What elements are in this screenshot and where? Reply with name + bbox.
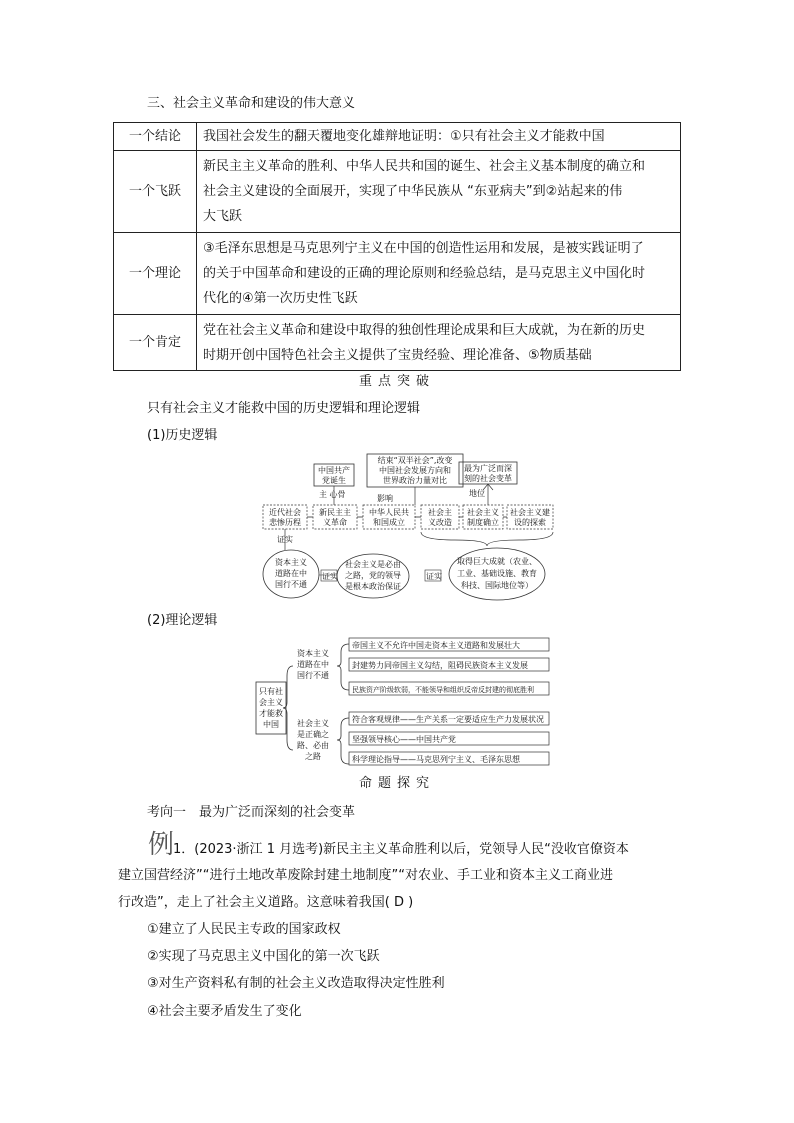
option-item: ②实现了马克思主义中国化的第一次飞跃 bbox=[147, 949, 380, 964]
row-content bbox=[197, 233, 681, 315]
row-content bbox=[197, 123, 681, 151]
option-item: ③对生产资料私有制的社会主义改造取得决定性胜利 bbox=[147, 976, 445, 991]
row-line: 我国社会发生的翻天覆地变化雄辩地证明：①只有社会主义才能救中国 bbox=[203, 129, 605, 144]
ellipse-text: 社会主义是必由 bbox=[345, 560, 401, 569]
chain-text: 设的探索 bbox=[514, 518, 546, 527]
leaf-text: 封建势力同帝国主义勾结，阻碍民族资本主义发展 bbox=[352, 661, 528, 670]
chain-text: 制度确立 bbox=[467, 518, 499, 527]
significance-table bbox=[113, 122, 681, 371]
branch-text: 社会主义 bbox=[297, 719, 329, 728]
label-prove-1: 证实 bbox=[277, 535, 293, 544]
row-key: 一个肯定 bbox=[114, 315, 197, 371]
label-status: 地位 bbox=[469, 489, 485, 498]
branch-text: 道路在中 bbox=[297, 660, 329, 669]
ellipse-text: 取得巨大成就（农业、 bbox=[457, 557, 537, 566]
branch-text: 国行不通 bbox=[297, 671, 329, 680]
leaf-text: 科学理论指导——马克思列宁主义、毛泽东思想 bbox=[352, 755, 520, 764]
option-item: ④社会主要矛盾发生了变化 bbox=[147, 1004, 302, 1019]
table-row bbox=[114, 151, 681, 233]
top-center-line: 结束“双半社会”,改变 bbox=[377, 456, 453, 465]
top-center-line: 世界政治力量对比 bbox=[383, 476, 447, 485]
option-item: ①建立了人民民主专政的国家政权 bbox=[147, 922, 341, 937]
label-prove-3: 证实 bbox=[426, 572, 442, 581]
root-text: 会主义 bbox=[259, 698, 283, 707]
row-line: 的关于中国革命和建设的正确的理论原则和经验总结，是马克思主义中国化时 bbox=[203, 266, 646, 281]
question-line: 建立国营经济”“进行土地改革废除封建土地制度”“对农业、手工业和资本主义工商业进 bbox=[118, 868, 613, 883]
ellipse-text: 科技、国际地位等） bbox=[461, 581, 533, 590]
history-logic-label: (1)历史逻辑 bbox=[147, 428, 218, 443]
table-row bbox=[114, 315, 681, 371]
root-text: 中国 bbox=[263, 720, 279, 729]
ellipse-text: 是根本政治保证 bbox=[345, 582, 401, 591]
direction-title: 考向一 最为广泛而深刻的社会变革 bbox=[147, 805, 356, 820]
label-main-line: 主 心骨 bbox=[319, 490, 346, 499]
theory-logic-label: (2)理论逻辑 bbox=[147, 613, 218, 628]
ellipse-text: 道路在中 bbox=[275, 569, 307, 578]
table-row bbox=[114, 123, 681, 151]
row-line: 代化的④第一次历史性飞跃 bbox=[203, 291, 358, 306]
label-influence: 影响 bbox=[377, 494, 393, 503]
key-points-heading: 重点突破 bbox=[358, 374, 435, 389]
leaf-text: 民族资产阶级软弱，不能领导和组织反帝反封建的彻底胜利 bbox=[352, 686, 534, 694]
chain-text: 悲惨历程 bbox=[269, 518, 301, 527]
chain-text: 社会主义 bbox=[467, 508, 499, 517]
label-prove-2: 证实 bbox=[322, 572, 338, 581]
chain-text: 中华人民共 bbox=[369, 508, 409, 517]
chain-text: 社会主义建 bbox=[510, 508, 550, 517]
row-line: ③毛泽东思想是马克思列宁主义在中国的创造性运用和发展，是被实践证明了 bbox=[203, 241, 644, 256]
top-center-line: 中国社会发展方向和 bbox=[379, 466, 451, 475]
chain-text: 和国成立 bbox=[373, 518, 405, 527]
example-badge: 例 bbox=[148, 830, 175, 860]
top-left-line: 党诞生 bbox=[322, 476, 346, 485]
row-line: 时期开创中国特色社会主义提供了宝贵经验、理论准备、⑤物质基础 bbox=[203, 347, 592, 363]
leaf-text: 帝国主义不允许中国走资本主义道路和发展壮大 bbox=[352, 641, 520, 650]
theory-logic-diagram bbox=[255, 636, 555, 770]
root-text: 只有社 bbox=[259, 687, 283, 696]
chain-text: 新民主主 bbox=[319, 508, 351, 517]
row-line: 党在社会主义革命和建设中取得的独创性理论成果和巨大成就，为在新的历史 bbox=[203, 322, 646, 338]
row-line: 新民主主义革命的胜利、中华人民共和国的诞生、社会主义基本制度的确立和 bbox=[203, 159, 646, 174]
ellipse-text: 之路，党的领导 bbox=[345, 571, 401, 580]
logic-title: 只有社会主义才能救中国的历史逻辑和理论逻辑 bbox=[147, 401, 421, 416]
branch-text: 资本主义 bbox=[297, 649, 329, 658]
ellipse-text: 资本主义 bbox=[275, 558, 307, 567]
row-line: 社会主义建设的全面展开，实现了中华民族从 “东亚病夫”到②站起来的伟 bbox=[203, 184, 623, 199]
leaf-text: 坚强领导核心——中国共产党 bbox=[352, 735, 456, 744]
chain-text: 义改造 bbox=[428, 518, 452, 527]
top-right-line: 最为广泛而深 bbox=[464, 464, 512, 473]
question-line: 行改造”，走上了社会主义道路。这意味着我国( D ) bbox=[118, 895, 414, 910]
branch-text: 之路 bbox=[305, 752, 321, 761]
branch-text: 是正确之 bbox=[297, 730, 329, 739]
row-key: 一个飞跃 bbox=[114, 151, 197, 233]
chain-text: 社会主 bbox=[428, 508, 452, 517]
top-left-line: 中国共产 bbox=[318, 466, 350, 475]
exploration-heading: 命题探究 bbox=[358, 776, 435, 791]
top-right-line: 刻的社会变革 bbox=[464, 474, 512, 483]
row-key: 一个结论 bbox=[114, 123, 197, 151]
ellipse-text: 工业、基础设施、教育 bbox=[457, 569, 537, 578]
row-key: 一个理论 bbox=[114, 233, 197, 315]
root-text: 才能救 bbox=[259, 709, 283, 718]
ellipse-text: 国行不通 bbox=[275, 580, 307, 589]
chain-text: 近代社会 bbox=[269, 508, 301, 517]
question-line: 1．(2023·浙江 1 月选考)新民主主义革命胜利以后，党领导人民“没收官僚资本 bbox=[173, 842, 629, 857]
branch-text: 路、必由 bbox=[297, 741, 329, 750]
row-line: 大飞跃 bbox=[203, 209, 243, 224]
section-title: 三、社会主义革命和建设的伟大意义 bbox=[147, 96, 356, 111]
table-row bbox=[114, 233, 681, 315]
leaf-text: 符合客观规律——生产关系一定要适应生产力发展状况 bbox=[352, 715, 544, 724]
row-content bbox=[197, 151, 681, 233]
row-content bbox=[197, 315, 681, 371]
history-logic-diagram bbox=[255, 450, 555, 605]
chain-text: 义革命 bbox=[323, 518, 347, 527]
